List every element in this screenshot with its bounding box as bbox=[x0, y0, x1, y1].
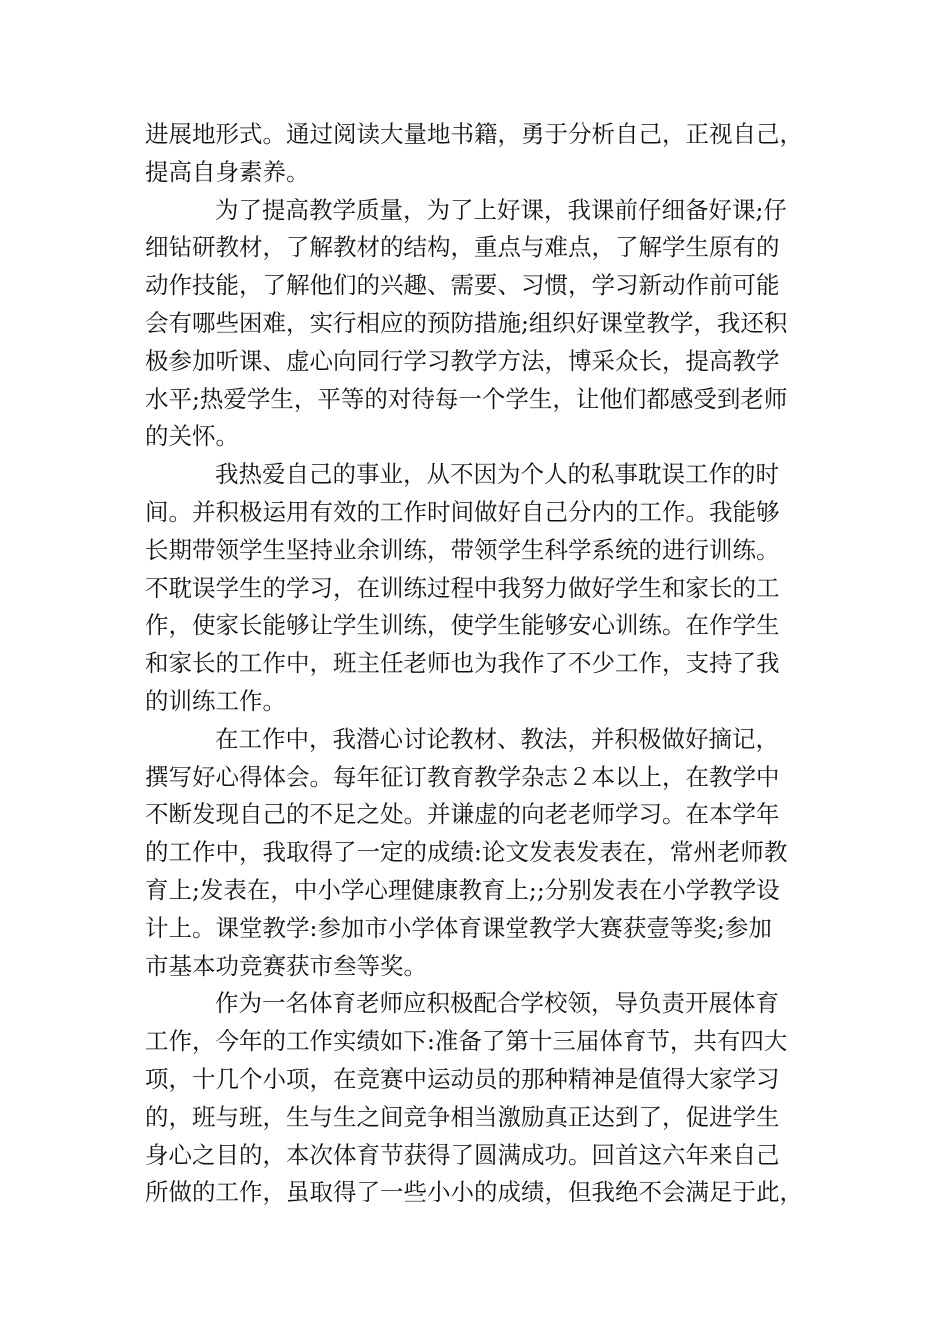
text-line: 和家长的工作中，班主任老师也为我作了不少工作，支持了我 bbox=[145, 649, 780, 678]
text-line: 动作技能，了解他们的兴趣、需要、习惯，学习新动作前可能 bbox=[145, 271, 780, 300]
text-line: 不耽误学生的学习，在训练过程中我努力做好学生和家长的工 bbox=[145, 573, 780, 602]
text-line: 水平;热爱学生，平等的对待每一个学生，让他们都感受到老师 bbox=[145, 384, 788, 413]
text-line: 的工作中，我取得了一定的成绩:论文发表发表在，常州老师教 bbox=[145, 838, 788, 867]
text-line: 计上。课堂教学:参加市小学体育课堂教学大赛获壹等奖;参加 bbox=[145, 913, 772, 942]
text-line: 项，十几个小项，在竞赛中运动员的那种精神是值得大家学习 bbox=[145, 1064, 780, 1093]
paragraph-first-line: 为了提高教学质量，为了上好课，我课前仔细备好课;仔 bbox=[215, 195, 787, 224]
text-line: 的关怀。 bbox=[145, 422, 239, 451]
text-line: 市基本功竞赛获市叁等奖。 bbox=[145, 951, 427, 980]
text-line: 长期带领学生坚持业余训练，带领学生科学系统的进行训练。 bbox=[145, 535, 780, 564]
paragraph-first-line: 在工作中，我潜心讨论教材、教法，并积极做好摘记， bbox=[215, 724, 779, 753]
text-line: 提高自身素养。 bbox=[145, 157, 310, 186]
text-line: 细钻研教材，了解教材的结构，重点与难点，了解学生原有的 bbox=[145, 233, 780, 262]
text-line: 进展地形式。通过阅读大量地书籍，勇于分析自己，正视自己， bbox=[145, 120, 803, 148]
text-line: 育上;发表在，中小学心理健康教育上;;分别发表在小学教学设 bbox=[145, 875, 780, 904]
text-line: 不断发现自己的不足之处。并谦虚的向老老师学习。在本学年 bbox=[145, 800, 780, 829]
text-line: 会有哪些困难，实行相应的预防措施;组织好课堂教学，我还积 bbox=[145, 308, 788, 337]
paragraph-first-line: 作为一名体育老师应积极配合学校领，导负责开展体育 bbox=[215, 989, 779, 1018]
body-text bbox=[145, 116, 805, 1212]
paragraph-first-line: 我热爱自己的事业，从不因为个人的私事耽误工作的时 bbox=[215, 460, 779, 489]
text-line: 工作，今年的工作实绩如下:准备了第十三届体育节，共有四大 bbox=[145, 1027, 788, 1056]
text-line: 所做的工作，虽取得了一些小小的成绩，但我绝不会满足于此， bbox=[145, 1178, 803, 1207]
text-line: 撰写好心得体会。每年征订教育教学杂志２本以上，在教学中 bbox=[145, 762, 780, 791]
text-line: 极参加听课、虚心向同行学习教学方法，博采众长，提高教学 bbox=[145, 346, 780, 375]
text-line: 的训练工作。 bbox=[145, 686, 286, 715]
text-line: 间。并积极运用有效的工作时间做好自己分内的工作。我能够 bbox=[145, 497, 780, 526]
text-line: 作，使家长能够让学生训练，使学生能够安心训练。在作学生 bbox=[145, 611, 780, 640]
text-line: 的，班与班，生与生之间竞争相当激励真正达到了，促进学生 bbox=[145, 1102, 780, 1131]
text-line: 身心之目的，本次体育节获得了圆满成功。回首这六年来自己 bbox=[145, 1140, 780, 1169]
